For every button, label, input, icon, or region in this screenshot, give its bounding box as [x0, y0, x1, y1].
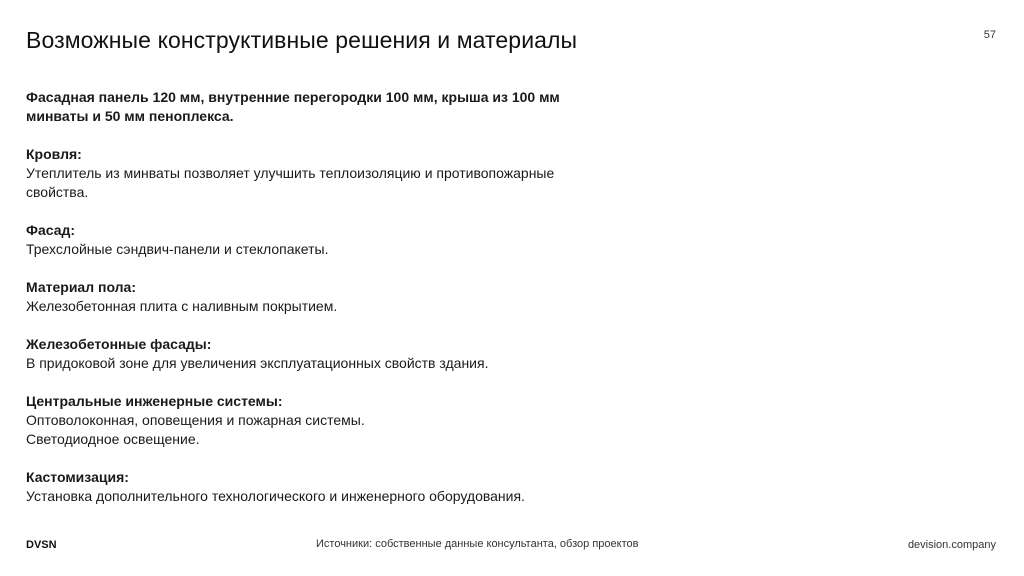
section-line: Железобетонная плита с наливным покрытием. — [26, 298, 338, 314]
section-heading: Кастомизация: — [26, 469, 129, 485]
intro-paragraph — [26, 88, 666, 126]
section-heading: Материал пола: — [26, 279, 136, 295]
footer-source-note: Источники: собственные данные консультанта, обзор проектов — [316, 538, 639, 550]
section-heading: Центральные инженерные системы: — [26, 393, 283, 409]
section-line: Оптоволоконная, оповещения и пожарная системы. — [26, 412, 365, 428]
section-heading: Кровля: — [26, 146, 82, 162]
section-line: свойства. — [26, 184, 89, 200]
section-customization — [26, 468, 666, 506]
page-number: 57 — [983, 29, 996, 41]
footer-website: devision.company — [907, 539, 996, 551]
section-line: Трехслойные сэндвич-панели и стеклопакеты. — [26, 241, 329, 257]
section-heading: Железобетонные фасады: — [26, 336, 212, 352]
section-engineering-systems — [26, 392, 666, 449]
section-line: Установка дополнительного технологического и инженерного оборудования. — [26, 488, 525, 504]
section-concrete-facades — [26, 335, 666, 373]
section-roof — [26, 145, 666, 202]
section-heading: Фасад: — [26, 222, 76, 238]
content-body — [26, 88, 666, 525]
section-facade — [26, 221, 666, 259]
intro-line: Фасадная панель 120 мм, внутренние перегородки 100 мм, крыша из 100 мм — [26, 89, 560, 105]
section-line: Утеплитель из минваты позволяет улучшить теплоизоляцию и противопожарные — [26, 165, 555, 181]
section-line: В придоковой зоне для увеличения эксплуатационных свойств здания. — [26, 355, 489, 371]
page-title: Возможные конструктивные решения и материалы — [26, 27, 578, 53]
section-line: Светодиодное освещение. — [26, 431, 200, 447]
intro-line: минваты и 50 мм пеноплекса. — [26, 108, 234, 124]
section-floor-material — [26, 278, 666, 316]
brand-logo: DVSN — [26, 539, 57, 551]
